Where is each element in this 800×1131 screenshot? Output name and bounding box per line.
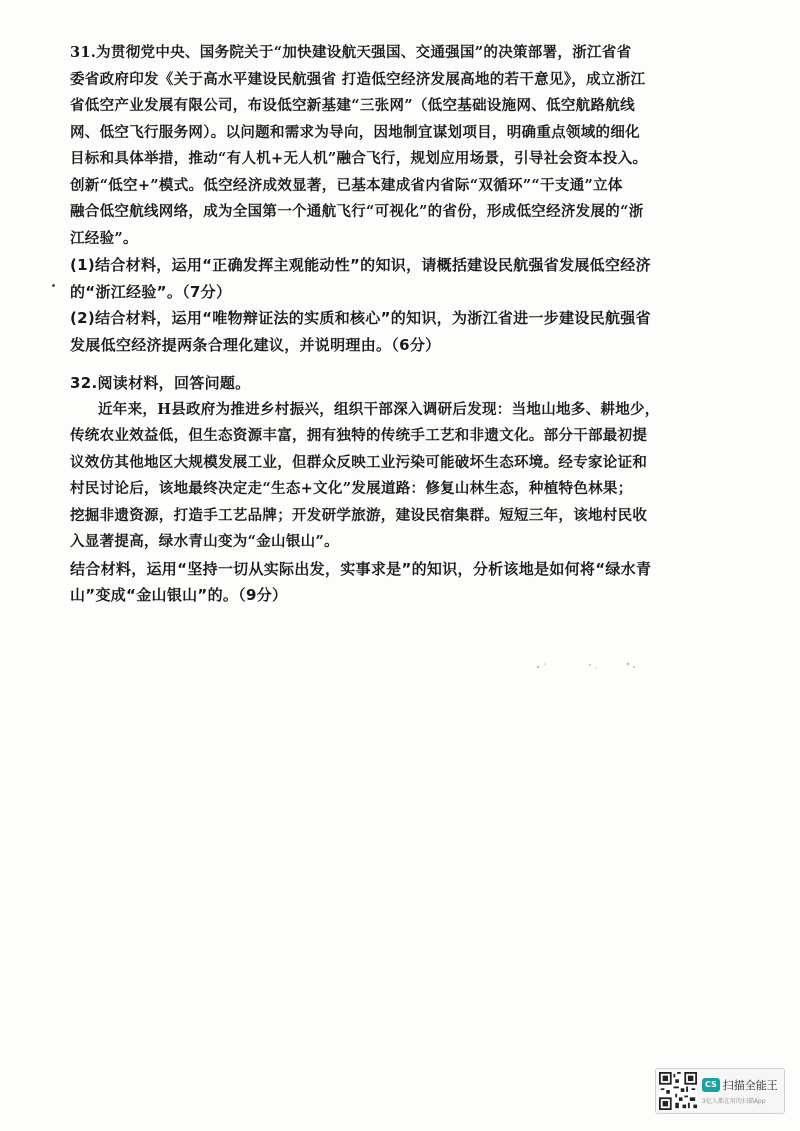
q31-sub-question-1: (1)结合材料，运用“正确发挥主观能动性”的知识，请概括建设民航强省发展低空经济 bbox=[70, 256, 651, 274]
q31-sub-question-2-cont: 发展低空经济提两条合理化建议，并说明理由。（6分） bbox=[70, 335, 441, 354]
camscanner-subtitle: 3亿人都在用的扫描App bbox=[702, 1098, 766, 1105]
q31-material-line: 委省政府印发《关于高水平建设民航强省 打造低空经济发展高地的若干意见》，成立浙江 bbox=[70, 70, 646, 88]
q31-material-line: 江经验”。 bbox=[70, 229, 138, 247]
q31-material-line: 融合低空航线网络，成为全国第一个通航飞行“可视化”的省份，形成低空经济发展的“浙 bbox=[70, 203, 644, 220]
q31-sub-question-1-cont: 的“浙江经验”。（7分） bbox=[70, 282, 232, 301]
q31-material-line: 创新“低空+”模式。低空经济成效显著，已基本建成省内省际“双循环”“干支通”立体 bbox=[70, 176, 623, 194]
q32-question-line: 结合材料，运用“坚持一切从实际出发，实事求是”的知识，分析该地是如何将“绿水青 bbox=[70, 559, 652, 578]
camscanner-logo-icon: CS bbox=[702, 1078, 720, 1092]
question-32 bbox=[70, 370, 742, 609]
q31-material-line: 省低空产业发展有限公司，布设低空新基建“三张网”（低空基础设施网、低空航路航线 bbox=[70, 97, 635, 114]
camscanner-watermark bbox=[655, 1068, 785, 1114]
question-31 bbox=[70, 40, 742, 358]
q32-title: 32.阅读材料，回答问题。 bbox=[70, 374, 251, 392]
q32-material-line: 传统农业效益低，但生态资源丰富，拥有独特的传统手工艺和非遗文化。部分干部最初提 bbox=[70, 427, 648, 444]
q32-material-line: 入显著提高，绿水青山变为“金山银山”。 bbox=[70, 533, 339, 550]
q32-material-line: 村民讨论后，该地最终决定走“生态+文化”发展道路：修复山林生态，种植特色林果； bbox=[70, 480, 633, 497]
q31-material-line: 31.为贯彻党中央、国务院关于“加快建设航天强国、交通强国”的决策部署，浙江省省 bbox=[70, 44, 632, 61]
q31-material-line: 目标和具体举措，推动“有人机+无人机”融合飞行，规划应用场景，引导社会资本投入。 bbox=[70, 150, 648, 167]
scan-smudge bbox=[530, 655, 640, 675]
camscanner-name: 扫描全能王 bbox=[722, 1079, 778, 1092]
margin-dot-mark bbox=[52, 284, 55, 287]
q32-material-line: 议效仿其他地区大规模发展工业，但群众反映工业污染可能破坏生态环境。经专家论证和 bbox=[70, 453, 648, 471]
q32-question-line: 山”变成“金山银山”的。（9分） bbox=[70, 586, 288, 604]
q31-sub-question-2: (2)结合材料，运用“唯物辩证法的实质和核心”的知识，为浙江省进一步建设民航强省 bbox=[70, 309, 651, 327]
q31-material-line: 网、低空飞行服务网）。以问题和需求为导向，因地制宜谋划项目，明确重点领域的细化 bbox=[70, 123, 640, 141]
q32-material-line: 近年来，H县政府为推进乡村振兴，组织干部深入调研后发现：当地山地多、耕地少， bbox=[98, 400, 660, 418]
q32-material-line: 挖掘非遗资源，打造手工艺品牌；开发研学旅游，建设民宿集群。短短三年，该地村民收 bbox=[70, 506, 648, 524]
qr-code-icon bbox=[659, 1072, 697, 1110]
